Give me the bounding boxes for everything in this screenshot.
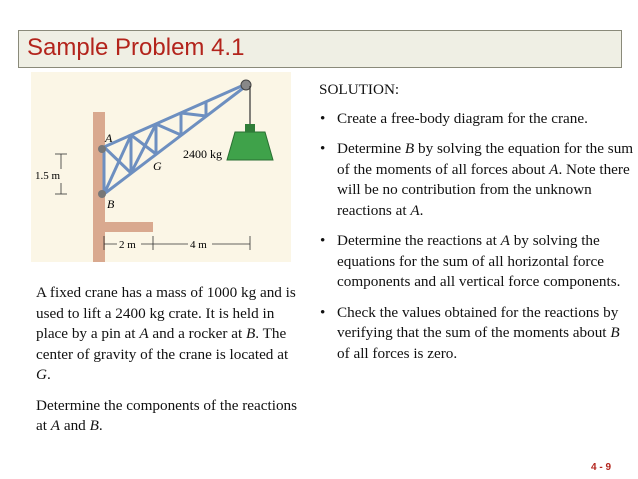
problem-paragraph-2: Determine the components of the reactions at A and B. [36, 396, 298, 434]
label-b: B [107, 197, 115, 211]
solution-item-4: • Check the values obtained for the reactions by verifying that the sum of the moments about B of all forces is zero. [320, 303, 620, 362]
solution-item-1: • Create a free-body diagram for the crane. [319, 109, 634, 130]
bullet-icon: • [320, 303, 326, 321]
pin-a [98, 145, 106, 153]
rocker-b [98, 190, 106, 198]
solution-panel [319, 80, 634, 374]
label-g: G [153, 159, 162, 173]
label-a: A [105, 131, 113, 145]
solution-list [319, 109, 634, 365]
solution-item-3: • Determine the reactions at A by solving the equations for the sum of all horizontal force components and all vertical force components. [320, 232, 621, 290]
solution-item-2: • Determine B by solving the equation for the sum of the moments of all forces about A. Note there will be no contribution from the unknown reactions at A. [320, 140, 634, 219]
label-dist-2: 4 m [190, 239, 207, 251]
slide-title: Sample Problem 4.1 [27, 34, 245, 61]
label-height: 1.5 m [35, 170, 61, 182]
crate-hook [245, 124, 255, 132]
label-dist-1: 2 m [119, 239, 136, 251]
page-number: 4 - 9 [591, 462, 612, 473]
label-crate-mass: 2400 kg [183, 147, 222, 161]
bullet-icon: • [320, 109, 326, 127]
problem-paragraph-1: A fixed crane has a mass of 1000 kg and is used to lift a 2400 kg crate. It is held in place by a pin at A and a rocker at B. The center of gravity of the crane is located at G. [36, 284, 296, 383]
solution-heading: SOLUTION: [319, 81, 400, 98]
bullet-icon: • [320, 140, 326, 157]
title-bar [18, 30, 622, 68]
bullet-icon: • [320, 232, 326, 249]
ground-ledge [93, 222, 153, 232]
crane-figure [31, 72, 291, 262]
problem-statement [36, 283, 298, 447]
crate [227, 132, 273, 160]
